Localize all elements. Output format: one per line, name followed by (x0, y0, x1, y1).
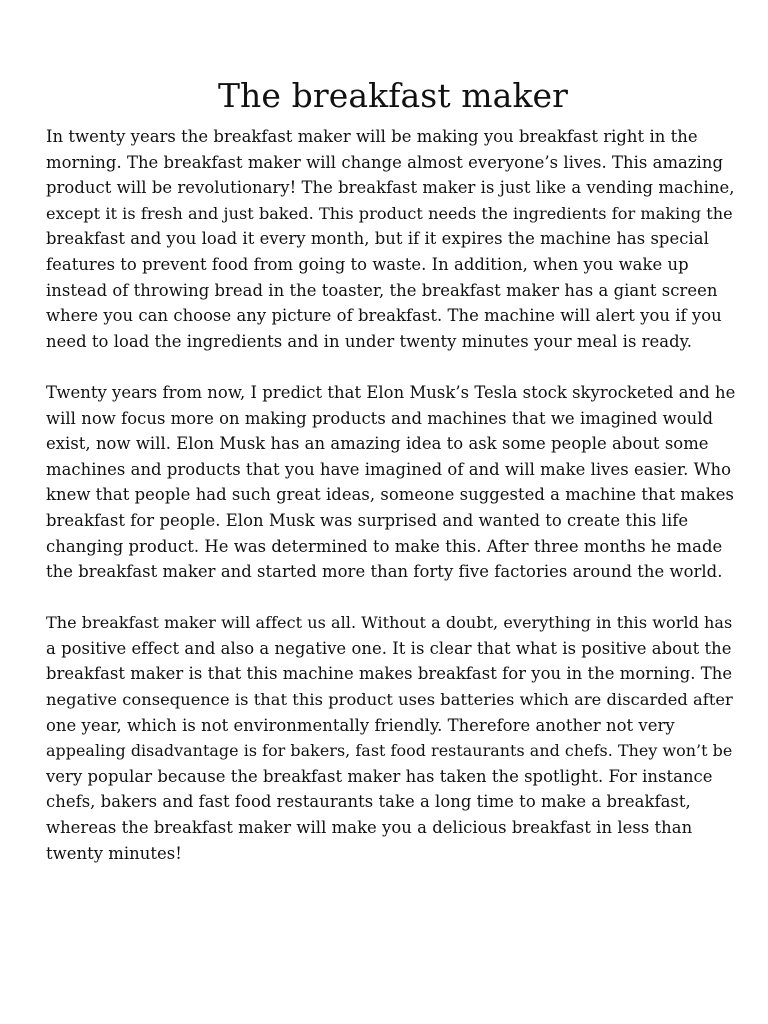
text-line: In twenty years the breakfast maker will be making you breakfast right in the (46, 127, 698, 146)
text-line: need to load the ingredients and in under twenty minutes your meal is ready. (46, 331, 693, 351)
paragraph-3 (46, 610, 736, 866)
text-line: instead of throwing bread in the toaster, the breakfast maker has a giant screen (46, 280, 718, 300)
text-line: breakfast for people. Elon Musk was surprised and wanted to create this life (46, 510, 689, 530)
text-line: very popular because the breakfast maker has taken the spotlight. For instance (46, 766, 713, 786)
text-line: twenty minutes! (46, 843, 182, 863)
text-line: where you can choose any picture of breakfast. The machine will alert you if you (46, 306, 722, 326)
text-line: whereas the breakfast maker will make you a delicious breakfast in less than (46, 818, 693, 838)
text-line: one year, which is not environmentally friendly. Therefore another not very (46, 715, 675, 735)
paragraph-2 (46, 380, 736, 585)
text-line: machines and products that you have imagined of and will make lives easier. Who (46, 459, 732, 479)
text-line: will now focus more on making products and machines that we imagined would (46, 408, 714, 428)
text-line: knew that people had such great ideas, someone suggested a machine that makes (46, 485, 734, 505)
text-line: features to prevent food from going to waste. In addition, when you wake up (46, 254, 689, 274)
text-line: The breakfast maker will affect us all. Without a doubt, everything in this world has (46, 613, 733, 633)
text-line: chefs, bakers and fast food restaurants take a long time to make a breakfast, (46, 792, 691, 812)
paragraph-1 (46, 124, 736, 354)
text-line: product will be revolutionary! The breakfast maker is just like a vending machine, (46, 178, 735, 198)
text-line: Twenty years from now, I predict that Elon Musk’s Tesla stock skyrocketed and he (46, 382, 736, 402)
text-line: exist, now will. Elon Musk has an amazing idea to ask some people about some (46, 434, 709, 454)
paragraph-spacer (46, 354, 736, 380)
paragraph-spacer (46, 585, 736, 611)
text-line: a positive effect and also a negative one. It is clear that what is positive about the (46, 638, 732, 658)
text-line: negative consequence is that this product uses batteries which are discarded after (46, 690, 733, 710)
page-title: The breakfast maker (217, 76, 569, 115)
text-line: breakfast maker is that this machine makes breakfast for you in the morning. The (46, 664, 733, 684)
text-line: except it is fresh and just baked. This product needs the ingredients for making the (46, 203, 733, 223)
document-body (46, 124, 736, 866)
text-line: appealing disadvantage is for bakers, fast food restaurants and chefs. They won’t be (46, 741, 733, 761)
text-line: changing product. He was determined to make this. After three months he made (46, 536, 723, 556)
text-line: morning. The breakfast maker will change almost everyone’s lives. This amazing (46, 152, 723, 172)
text-line: breakfast and you load it every month, but if it expires the machine has special (46, 229, 709, 249)
text-line: the breakfast maker and started more than forty five factories around the world. (46, 562, 723, 582)
